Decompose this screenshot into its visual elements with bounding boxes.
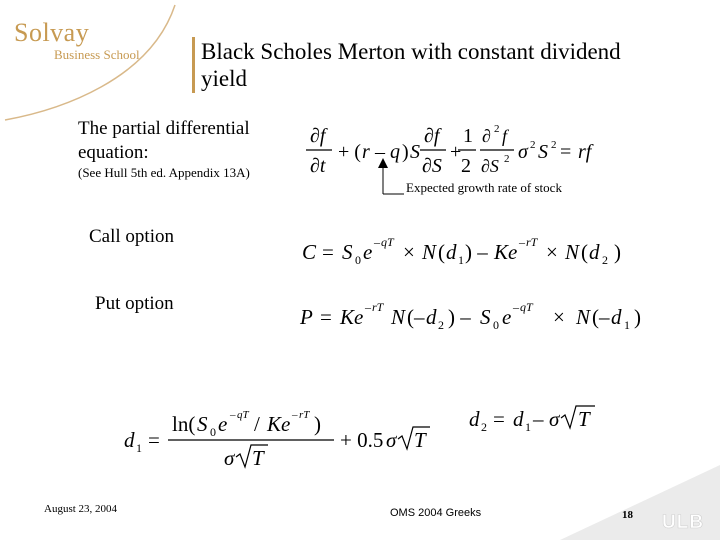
svg-text:Ke: Ke <box>494 240 518 264</box>
svg-text:(–: (– <box>407 305 425 329</box>
call-option-label: Call option <box>89 226 174 247</box>
svg-text:qT: qT <box>381 235 394 249</box>
svg-text:∂S: ∂S <box>481 156 499 176</box>
svg-text:(: ( <box>438 240 445 264</box>
svg-text:–: – <box>365 300 371 314</box>
svg-text:σ: σ <box>224 446 235 470</box>
svg-text:σ: σ <box>386 428 397 452</box>
svg-text:2: 2 <box>494 123 500 135</box>
svg-text:∂f: ∂f <box>424 125 440 147</box>
svg-text:×: × <box>403 240 415 264</box>
svg-text:S: S <box>410 141 420 163</box>
svg-text:–: – <box>533 407 544 431</box>
svg-text:=: = <box>493 407 505 431</box>
svg-text:+ (: + ( <box>338 141 361 163</box>
svg-text:2: 2 <box>602 253 608 267</box>
svg-text:rf: rf <box>578 141 592 163</box>
svg-text:+ 0.5: + 0.5 <box>340 428 384 452</box>
svg-text:e: e <box>218 412 228 436</box>
svg-text:–: – <box>513 300 519 314</box>
svg-text:N: N <box>391 305 406 329</box>
svg-text:rT: rT <box>299 409 310 421</box>
svg-text:q: q <box>390 141 400 163</box>
svg-text:1: 1 <box>525 420 531 434</box>
brand-subtitle: Business School <box>54 47 140 62</box>
svg-text:=: = <box>322 240 334 264</box>
svg-text:×: × <box>546 240 558 264</box>
svg-text:ln(: ln( <box>172 412 196 436</box>
svg-text:2: 2 <box>481 420 487 434</box>
svg-text:0: 0 <box>355 253 361 267</box>
svg-text:): ) <box>314 412 321 436</box>
growth-annotation: Expected growth rate of stock <box>406 180 562 195</box>
svg-text:r: r <box>362 141 370 163</box>
svg-text:×: × <box>553 305 565 329</box>
pde-reference: (See Hull 5th ed. Appendix 13A) <box>78 165 250 180</box>
svg-text:–: – <box>374 235 380 249</box>
svg-text:P: P <box>300 305 313 329</box>
svg-text:qT: qT <box>237 409 249 421</box>
svg-text:S: S <box>538 141 548 163</box>
svg-text:T: T <box>252 446 264 470</box>
svg-text:d: d <box>469 407 480 431</box>
svg-text:d: d <box>426 305 437 329</box>
svg-text:∂: ∂ <box>482 126 491 146</box>
svg-text:1: 1 <box>458 253 464 267</box>
svg-text:rT: rT <box>372 300 384 314</box>
svg-text:Ke: Ke <box>267 412 291 436</box>
svg-text:N: N <box>576 305 591 329</box>
svg-text:+: + <box>450 141 462 163</box>
svg-text:S: S <box>342 240 353 264</box>
svg-text:d: d <box>124 428 135 452</box>
put-option-label: Put option <box>95 293 174 314</box>
svg-text:2: 2 <box>504 153 510 165</box>
title-accent-bar <box>192 37 195 93</box>
svg-text:rT: rT <box>526 235 538 249</box>
svg-text:–: – <box>230 409 236 421</box>
svg-text:d: d <box>446 240 457 264</box>
svg-text:=: = <box>320 305 332 329</box>
svg-text:∂S: ∂S <box>422 155 442 177</box>
svg-text:f: f <box>502 126 508 146</box>
svg-text:/: / <box>254 412 260 436</box>
page-number: 18 <box>622 509 633 521</box>
svg-text:(–: (– <box>592 305 610 329</box>
footer-date: August 23, 2004 <box>44 503 118 515</box>
svg-text:): ) <box>634 305 641 329</box>
svg-text:1: 1 <box>624 318 630 332</box>
svg-text:0: 0 <box>493 318 499 332</box>
svg-text:e: e <box>363 240 373 264</box>
put-formula <box>298 293 698 333</box>
svg-text:–: – <box>519 235 525 249</box>
svg-text:–: – <box>375 141 385 163</box>
svg-text:=: = <box>560 141 572 163</box>
pde-equation <box>300 118 610 188</box>
svg-text:d: d <box>513 407 524 431</box>
svg-text:2: 2 <box>530 139 536 151</box>
svg-text:(: ( <box>581 240 588 264</box>
svg-text:0: 0 <box>210 425 216 439</box>
ulb-logo: ULB <box>662 512 705 533</box>
svg-text:=: = <box>148 428 160 452</box>
annotation-arrow <box>378 158 408 202</box>
svg-text:S: S <box>480 305 491 329</box>
svg-text:C: C <box>302 240 317 264</box>
svg-text:–: – <box>292 409 298 421</box>
svg-text:) –: ) – <box>448 305 471 329</box>
svg-text:d: d <box>589 240 600 264</box>
svg-text:1: 1 <box>463 125 473 147</box>
svg-text:d: d <box>611 305 622 329</box>
slide-title: Black Scholes Merton with constant dividend yield <box>201 39 621 91</box>
svg-text:σ: σ <box>518 141 528 163</box>
svg-text:) –: ) – <box>465 240 488 264</box>
svg-text:T: T <box>578 407 590 431</box>
svg-text:∂t: ∂t <box>310 155 326 177</box>
d1-formula <box>120 405 430 475</box>
svg-text:2: 2 <box>461 155 471 177</box>
svg-text:): ) <box>614 240 621 264</box>
d2-formula <box>465 400 615 440</box>
brand-name: Solvay <box>14 18 90 47</box>
svg-text:N: N <box>422 240 437 264</box>
call-formula <box>300 228 650 268</box>
svg-text:S: S <box>197 412 208 436</box>
pde-label: The partial differential equation: <box>78 118 250 163</box>
svg-text:e: e <box>502 305 512 329</box>
footer-title: OMS 2004 Greeks <box>390 507 482 519</box>
svg-text:2: 2 <box>551 139 557 151</box>
svg-text:σ: σ <box>549 407 560 431</box>
svg-text:∂f: ∂f <box>310 125 326 147</box>
svg-text:2: 2 <box>438 318 444 332</box>
svg-text:Ke: Ke <box>340 305 364 329</box>
svg-text:N: N <box>565 240 580 264</box>
svg-text:1: 1 <box>136 441 142 455</box>
svg-text:): ) <box>402 141 409 163</box>
svg-text:T: T <box>414 428 426 452</box>
svg-text:qT: qT <box>520 300 533 314</box>
